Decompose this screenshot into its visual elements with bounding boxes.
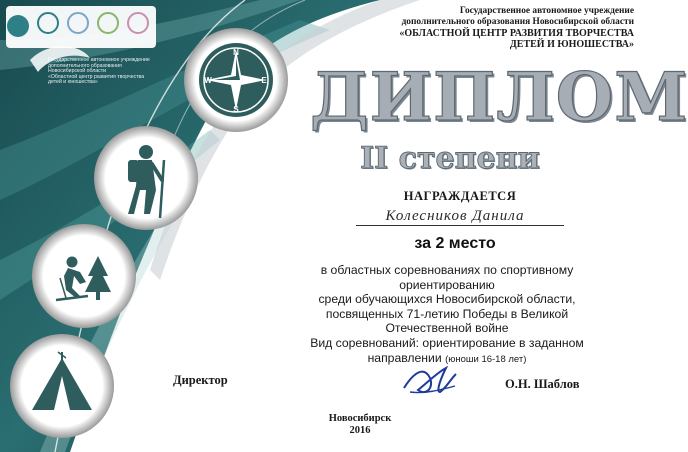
org-line-4: ДЕТЕЙ И ЮНОШЕСТВА» bbox=[509, 39, 634, 50]
logo-caption-line-4: «Областной центр развития творчества bbox=[48, 73, 145, 80]
age-group: (юноши 16-18 лет) bbox=[445, 353, 527, 365]
logo-caption bbox=[48, 58, 178, 86]
svg-text:W: W bbox=[204, 76, 212, 85]
desc-line-6: Вид соревнований: ориентирование в заданном bbox=[310, 335, 584, 350]
desc-line-4: посвященных 71-летию Победы в Великой bbox=[325, 306, 569, 321]
year: 2016 bbox=[349, 425, 371, 436]
logo-caption-line-1: Государственное автономное учреждение bbox=[48, 57, 150, 63]
signer-name: О.Н. Шаблов bbox=[505, 377, 580, 391]
org-line-1: Государственное автономное учреждение bbox=[459, 6, 634, 16]
org-line-3: «ОБЛАСТНОЙ ЦЕНТР РАЗВИТИЯ ТВОРЧЕСТВА bbox=[399, 28, 634, 39]
svg-text:E: E bbox=[261, 76, 267, 85]
organization-header bbox=[330, 6, 634, 50]
logo-caption-line-5: детей и юношества» bbox=[48, 79, 98, 86]
award-description bbox=[282, 263, 612, 367]
diploma-degree: II степени bbox=[360, 141, 540, 176]
award-place: за 2 место bbox=[414, 235, 496, 252]
recipient-underline bbox=[356, 225, 564, 226]
signature bbox=[404, 368, 456, 393]
desc-line-7 bbox=[282, 351, 612, 368]
awarded-label: НАГРАЖДАЕТСЯ bbox=[403, 189, 517, 203]
desc-line-1: в областных соревнованиях по спортивному bbox=[320, 263, 574, 277]
org-line-2: дополнительного образования Новосибирской области bbox=[401, 17, 634, 27]
skier-icon bbox=[32, 224, 136, 328]
logo-caption-line-3: Новосибирской области bbox=[48, 68, 107, 75]
svg-text:N: N bbox=[233, 48, 239, 57]
compass-icon bbox=[184, 28, 288, 132]
logo-caption-line-2: дополнительного образования bbox=[48, 62, 122, 69]
tent-icon bbox=[10, 334, 114, 438]
diploma-title: ДИПЛОМ bbox=[310, 58, 688, 136]
hiker-icon bbox=[94, 126, 198, 230]
desc-line-7-main: направлении bbox=[367, 350, 442, 365]
desc-line-2: ориентированию bbox=[399, 277, 495, 292]
director-label: Директор bbox=[173, 373, 228, 387]
city: Новосибирск bbox=[328, 413, 392, 424]
desc-line-5: Отечественной войне bbox=[385, 321, 509, 336]
city-year bbox=[300, 413, 420, 437]
desc-line-3: среди обучающихся Новосибирской области, bbox=[318, 292, 576, 307]
svg-text:S: S bbox=[233, 105, 239, 114]
recipient-name: Колесников Данила bbox=[385, 208, 525, 224]
